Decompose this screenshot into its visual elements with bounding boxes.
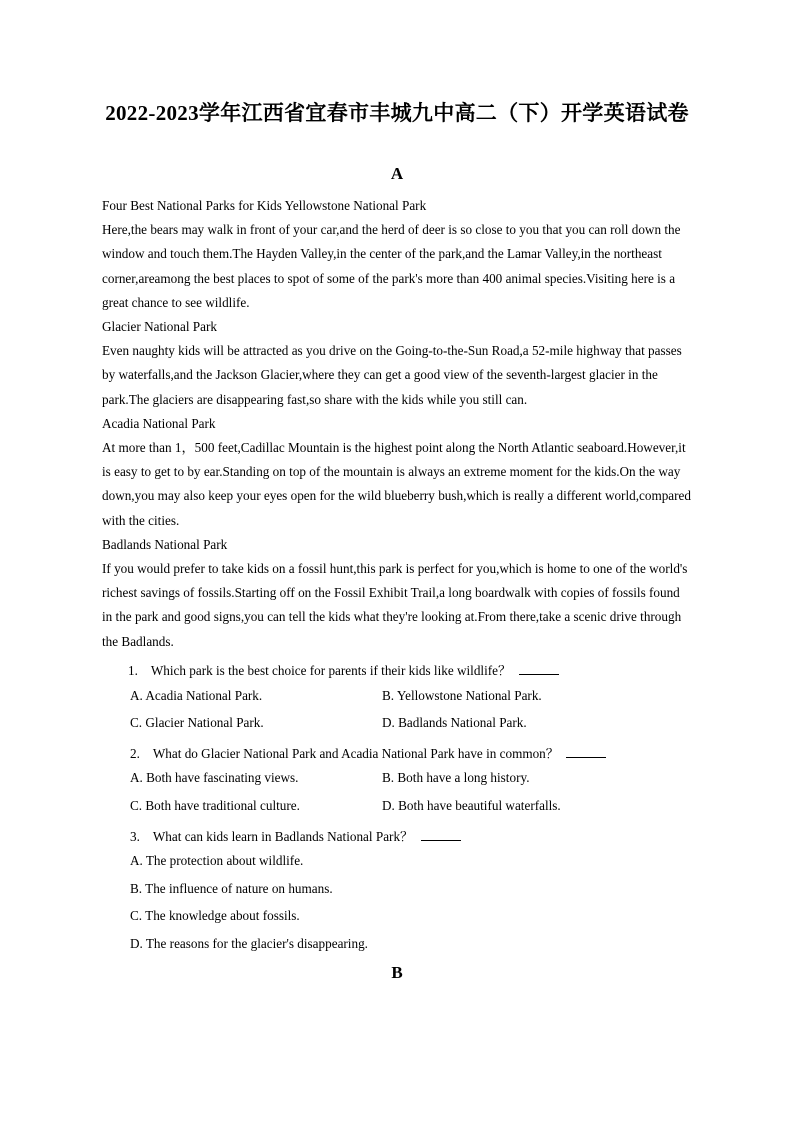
option-2b[interactable]: B. Both have a long history.	[382, 770, 530, 785]
reading-passage	[102, 194, 692, 654]
question-number: 1.	[128, 663, 138, 678]
question-2	[130, 743, 606, 762]
option-2a[interactable]: A. Both have fascinating views.	[130, 770, 299, 785]
passage-heading-badlands: Badlands National Park	[102, 536, 228, 552]
exam-title: 2022-2023学年江西省宜春市丰城九中高二（下）开学英语试卷	[105, 101, 689, 125]
question-number: 3.	[130, 829, 140, 844]
passage-paragraph-yellowstone: Here,the bears may walk in front of your car,and the herd of deer is so close to you that you can roll down the window and touch them.The Hayden Valley,in the center of the park,and the Lamar Valley,in the northeast corner,areamong the best places to spot of some of the park's more than 400 animal species.Visiting here is a great chance to see wildlife.	[102, 222, 681, 310]
passage-paragraph-glacier: Even naughty kids will be attracted as you drive on the Going-to-the-Sun Road,a 52-mile highway that passes by waterfalls,and the Jackson Glacier,where they can get a good view of the seventh-largest glacier in the park.The glaciers are disappearing fast,so share with the kids while you still can.	[102, 343, 682, 407]
question-3	[130, 826, 461, 845]
option-1c[interactable]: C. Glacier National Park.	[130, 715, 264, 730]
option-2d[interactable]: D. Both have beautiful waterfalls.	[382, 798, 561, 813]
option-2c[interactable]: C. Both have traditional culture.	[130, 798, 300, 813]
option-3c[interactable]: C. The knowledge about fossils.	[130, 908, 300, 923]
answer-blank[interactable]	[566, 745, 606, 758]
passage-paragraph-acadia: At more than 1，500 feet,Cadillac Mountain is the highest point along the North Atlantic seaboard.However,it is easy to get to by ear.Standing on top of the mountain is always an extreme moment for the kids.On the way down,you may also keep your eyes open for the wild blueberry bush,which is really a different world,compared with the cities.	[102, 440, 691, 528]
option-3b[interactable]: B. The influence of nature on humans.	[130, 881, 333, 896]
question-text: What can kids learn in Badlands National Park？	[152, 829, 414, 844]
question-text: Which park is the best choice for parents if their kids like wildlife？	[150, 663, 512, 678]
question-1	[128, 660, 559, 679]
option-3a[interactable]: A. The protection about wildlife.	[130, 853, 304, 868]
option-1a[interactable]: A. Acadia National Park.	[130, 688, 263, 703]
answer-blank[interactable]	[519, 662, 559, 675]
question-text: What do Glacier National Park and Acadia National Park have in common？	[152, 746, 559, 761]
section-heading-b: B	[391, 963, 403, 982]
question-number: 2.	[130, 746, 140, 761]
option-3d[interactable]: D. The reasons for the glacier's disappearing.	[130, 936, 368, 951]
passage-paragraph-badlands: If you would prefer to take kids on a fossil hunt,this park is perfect for you,which is home to one of the world's richest savings of fossils.Starting off on the Fossil Exhibit Trail,a long boardwalk with copies of fossils found in the park and good signs,you can tell the kids what they're looking at.From there,take a scenic drive through the Badlands.	[102, 561, 688, 649]
section-heading-a: A	[390, 164, 404, 183]
option-1d[interactable]: D. Badlands National Park.	[382, 715, 527, 730]
option-1b[interactable]: B. Yellowstone National Park.	[382, 688, 542, 703]
passage-heading-acadia: Acadia National Park	[102, 415, 216, 431]
answer-blank[interactable]	[421, 828, 461, 841]
passage-heading-yellowstone: Four Best National Parks for Kids Yellowstone National Park	[102, 198, 427, 213]
passage-heading-glacier: Glacier National Park	[102, 319, 217, 335]
